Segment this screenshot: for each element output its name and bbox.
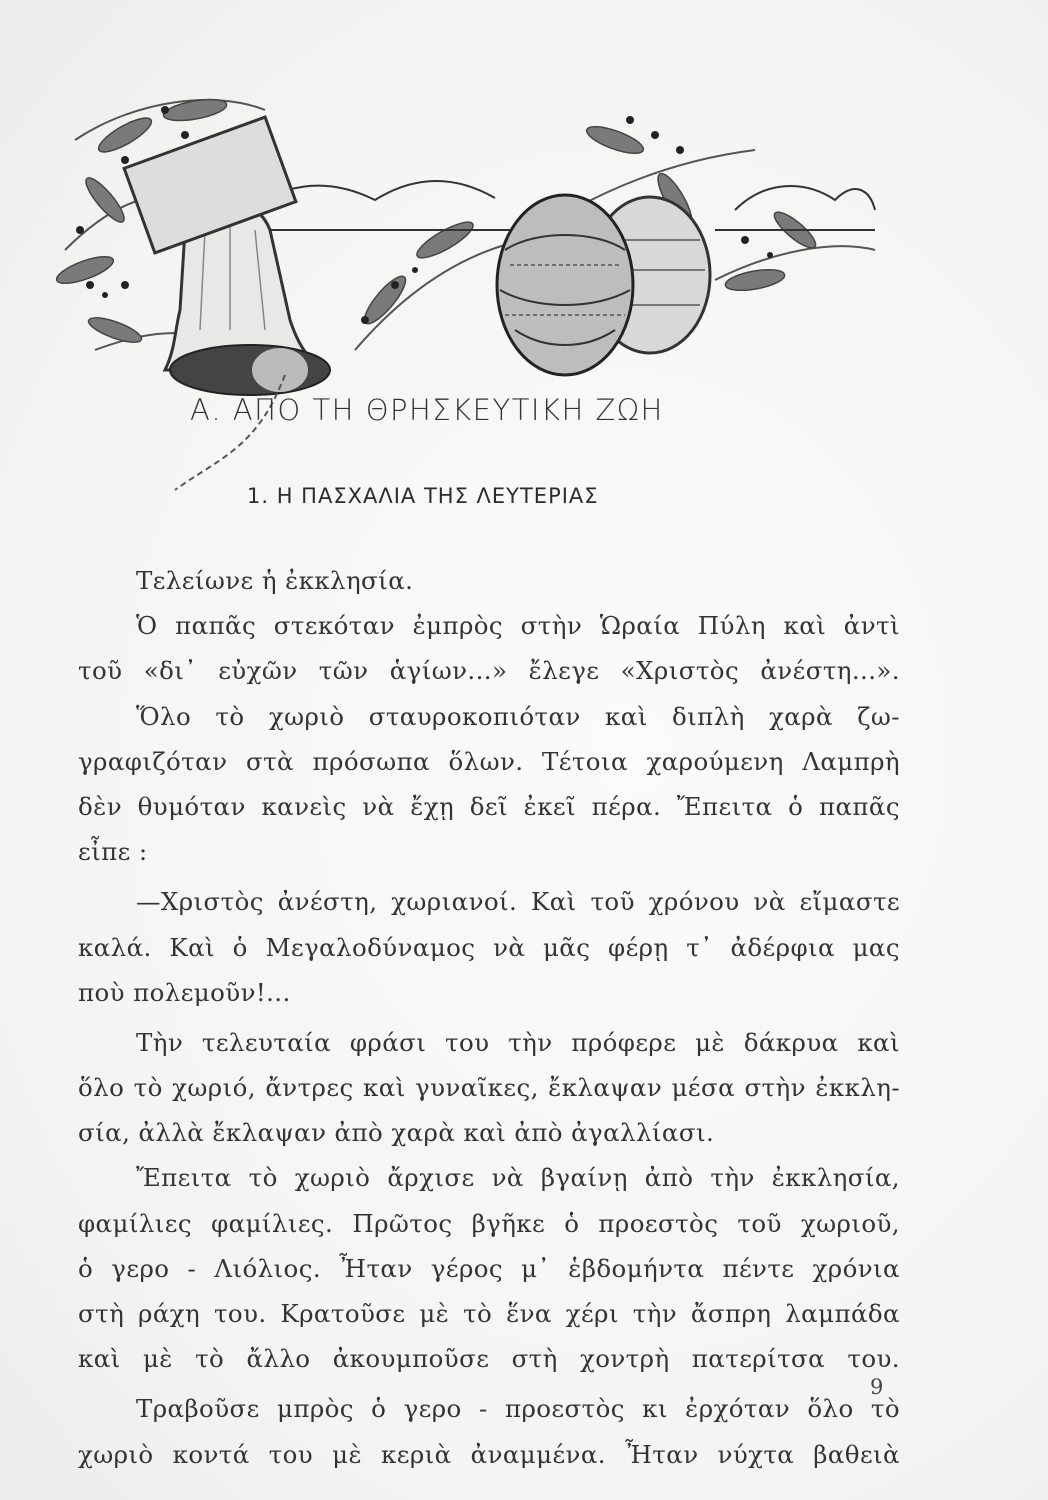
text-line: τοῦ «δι᾿ εὐχῶν τῶν ἁγίων...» ἔλεγε «Χριστὸς ἀνέστη...». xyxy=(78,656,900,686)
text-line: σία, ἀλλὰ ἔκλαψαν ἀπὸ χαρὰ καὶ ἀπὸ ἀγαλλίασι. xyxy=(78,1118,715,1148)
text-line: Τὴν τελευταία φράσι του τὴν πρόφερε μὲ δάκρυα καὶ xyxy=(136,1027,900,1057)
text-line: Ἔπειτα τὸ χωριὸ ἄρχισε νὰ βγαίνῃ ἀπὸ τὴν ἐκκλησία, xyxy=(136,1163,900,1193)
text-line: ποὺ πολεμοῦν!... xyxy=(78,977,291,1007)
text-line: καὶ μὲ τὸ ἄλλο ἀκουμποῦσε στὴ χοντρὴ πατερίτσα του. xyxy=(78,1344,900,1374)
text-line: χωριὸ κοντά του μὲ κεριὰ ἀναμμένα. Ἦταν νύχτα βαθειὰ xyxy=(78,1439,900,1469)
page-number: 9 xyxy=(870,1375,884,1399)
easter-eggs-icon xyxy=(497,195,710,375)
text-line: καλά. Καὶ ὁ Μεγαλοδύναμος νὰ μᾶς φέρῃ τ᾿ ἀδέρφια μας xyxy=(78,932,900,962)
text-line: Τελείωνε ἡ ἐκκλησία. xyxy=(136,566,414,595)
text-line: δὲν θυμόταν κανεὶς νὰ ἔχῃ δεῖ ἐκεῖ πέρα. Ἔπειτα ὁ παπᾶς xyxy=(78,791,900,821)
text-line: γραφιζόταν στὰ πρόσωπα ὅλων. Τέτοια χαρούμενη Λαμπρὴ xyxy=(78,746,900,776)
text-line: φαμίλιες φαμίλιες. Πρῶτος βγῆκε ὁ προεστὸς τοῦ χωριοῦ, xyxy=(78,1208,900,1238)
easter-ornament xyxy=(55,80,885,500)
section-title: Α. ΑΠΟ ΤΗ ΘΡΗΣΚΕΥΤΙΚΗ ΖΩΗ xyxy=(190,393,664,427)
text-line: Τραβοῦσε μπρὸς ὁ γερο - προεστὸς κι ἐρχόταν ὅλο τὸ xyxy=(136,1394,900,1424)
text-line: εἶπε : xyxy=(78,837,148,867)
text-line: ὁ γερο - Λιόλιος. Ἦταν γέρος μ᾿ ἑβδομήντα πέντε χρόνια xyxy=(78,1253,900,1283)
text-line: ὅλο τὸ χωριό, ἄντρες καὶ γυναῖκες, ἔκλαψαν μέσα στὴν ἐκκλη- xyxy=(78,1073,900,1103)
body-text xyxy=(78,558,900,1477)
text-line: στὴ ράχη του. Κρατοῦσε μὲ τὸ ἕνα χέρι τὴν ἄσπρη λαμπάδα xyxy=(78,1299,900,1328)
bell-icon xyxy=(124,117,330,490)
text-line: Ὅλο τὸ χωριὸ σταυροκοπιόταν καὶ διπλὴ χαρὰ ζω- xyxy=(136,701,900,731)
text-line: —Χριστὸς ἀνέστη, χωριανοί. Καὶ τοῦ χρόνου νὰ εἴμαστε xyxy=(136,887,900,917)
text-line: Ὁ παπᾶς στεκόταν ἐμπρὸς στὴν Ὡραία Πύλη καὶ ἀντὶ xyxy=(136,611,900,641)
chapter-title: 1. Η ΠΑΣΧΑΛΙΑ ΤΗΣ ΛΕΥΤΕΡΙΑΣ xyxy=(247,484,599,508)
